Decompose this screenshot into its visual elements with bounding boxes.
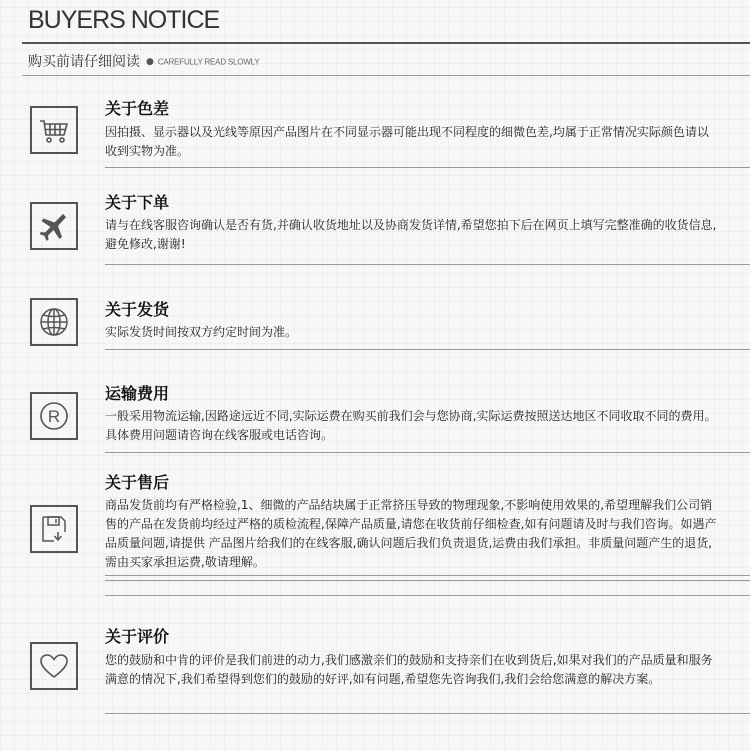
notice-heading: 关于色差 xyxy=(105,99,170,118)
notice-heading: 关于售后 xyxy=(105,473,170,492)
notice-divider xyxy=(105,167,750,168)
notice-body: 因拍摄、显示器以及光线等原因产品图片在不同显示器可能出现不同程度的细微色差,均属于正常情况实际颜色请以收到实物为准。 xyxy=(105,125,709,158)
notice-divider xyxy=(105,452,750,453)
globe-icon xyxy=(30,298,78,346)
subtitle-english: CAREFULLY READ SLOWLY xyxy=(157,57,260,67)
subtitle xyxy=(28,51,259,71)
notice-heading: 关于评价 xyxy=(105,627,170,646)
notice-heading: 关于下单 xyxy=(105,193,170,212)
subtitle-chinese: 购买前请仔细阅读 xyxy=(28,54,140,70)
airplane-icon xyxy=(30,202,78,250)
notice-divider xyxy=(105,713,750,714)
registered-icon xyxy=(30,392,78,440)
notice-divider xyxy=(105,575,750,581)
notice-body: 实际发货时间按双方约定时间为准。 xyxy=(105,325,298,339)
svg-text:R: R xyxy=(47,407,61,426)
notice-divider xyxy=(105,595,750,596)
shopping-cart-icon xyxy=(30,106,78,154)
page-title: BUYERS NOTICE xyxy=(28,6,220,34)
subtitle-dot: ● xyxy=(146,57,154,67)
notice-body: 您的鼓励和中肯的评价是我们前进的动力,我们感激亲们的鼓励和支持亲们在收到货后,如果对我们的产品质量和服务满意的情况下,我们希望得到您们的鼓励的好评,如有问题,希望您先咨询我们,我们会给您满意的解决方案。 xyxy=(105,653,713,686)
notice-body: 一般采用物流运输,因路途远近不同,实际运费在购买前我们会与您协商,实际运费按照送达地区不同收取不同的费用。具体费用问题请咨询在线客服或电话咨询。 xyxy=(105,409,717,442)
subtitle-divider xyxy=(22,75,750,76)
notice-divider xyxy=(105,264,750,265)
save-download-icon xyxy=(30,505,78,553)
heart-icon xyxy=(30,642,78,690)
title-divider xyxy=(22,42,750,44)
notice-heading: 运输费用 xyxy=(105,384,170,403)
notice-body: 商品发货前均有严格检验,1、细微的产品结块属于正常挤压导致的物理现象,不影响使用效果的,希望理解我们公司销售的产品在发货前均经过严格的质检流程,保障产品质量,请您在收货前仔细检查,如有问题请及时与我们咨询。如遇产品质量问题,请提供 产品图片给我们的在线客服,确认问题后我们负责退货,运费由我们承担。非质量问题产生的退货,需由买家承担运费,敬请理解。 xyxy=(105,498,717,569)
notice-body: 请与在线客服咨询确认是否有货,并确认收货地址以及协商发货详情,希望您拍下后在网页上填写完整准确的收货信息,避免修改,谢谢! xyxy=(105,218,717,251)
notice-heading: 关于发货 xyxy=(105,300,170,319)
notice-divider xyxy=(105,349,750,350)
